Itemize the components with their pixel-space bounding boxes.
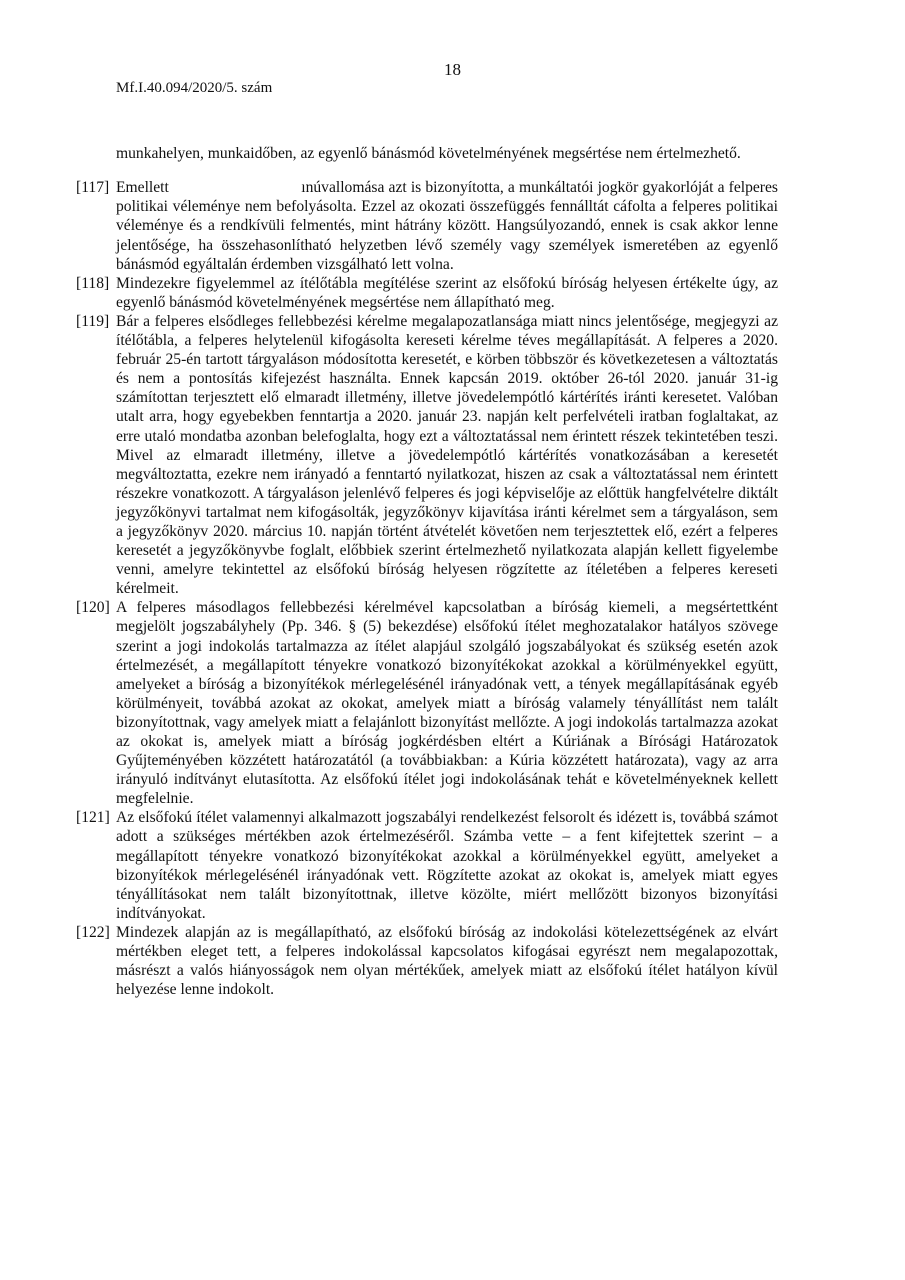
paragraph-text: Az elsőfokú ítélet valamennyi alkalmazott jogszabályi rendelkezést felsorolt és idézett is, továbbá számot adott a szükséges mértékben azok értelmezéséről. Számba vette – a fent kifejtettek szerint – a megállapított tényekre vonatkozó bizonyítékokat azokkal a körülményekkel együtt, amelyeket a bizonyítékok mérlegelésénél irányadónak vett. Rögzítette azokat az okokat is, amelyek miatt egyes tényállításokat nem talált bizonyítottnak, illetve közölte, miért mellőzött bizonyos bizonyítási indítványokat. [116, 809, 778, 922]
paragraph-number: [121] [76, 809, 110, 827]
case-number: Mf.I.40.094/2020/5. szám [116, 80, 273, 96]
paragraph-text: Mindezekre figyelemmel az ítélőtábla megítélése szerint az elsőfokú bíróság helyesen értékelte úgy, az egyenlő bánásmód követelményének megsértése nem állapítható meg. [116, 274, 778, 311]
paragraph-text: A felperes másodlagos fellebbezési kérelmével kapcsolatban a bíróság kiemeli, a megsértettként megjelölt jogszabályhely (Pp. 346. § (5) bekezdése) elsőfokú ítélet meghozatalakor hatályos szövege szerint a jogi indokolás tartalmazza az ítélet alapjául szolgáló jogszabályokat és szükség esetén azok értelmezését, a megállapított tényekre vonatkozó bizonyítékokat azokkal a körülményekkel együtt, amelyeket a bíróság a bizonyítékok mérlegelésénél irányadónak vett, a tények megállapításának egyéb körülményeit, továbbá azokat az okokat, amelyek miatt a bíróság valamely tényállítást nem talált bizonyítottnak, vagy amelyek miatt a felajánlott bizonyítást mellőzte. A jogi indokolás tartalmazza azokat az okokat is, amelyek miatt a bíróság jogkérdésben eltért a Kúriának a Bírósági Határozatok Gyűjteményében közzétett határozatától (a továbbiakban: a Kúria közzétett határozata), vagy az arra irányuló indítványt elutasította. Az elsőfokú ítélet jogi indokolásának tehát e követelményeknek kellett megfelelnie. [116, 599, 778, 808]
paragraph-number: [122] [76, 923, 110, 941]
paragraph-text: Mindezek alapján az is megállapítható, az elsőfokú bíróság az indokolási kötelezettségének az elvárt mértékben eleget tett, a felperes indokolással kapcsolatos kifogásai egyrészt nem megalapozottak, másrészt a valós hiányosságok nem olyan mértékűek, amelyek miatt az elsőfokú ítélet hatályon kívül helyezése lenne indokolt. [116, 923, 778, 999]
paragraph-text: Emellett ınúvallomása azt is bizonyította, a munkáltatói jogkör gyakorlóját a felperes politikai véleménye nem befolyásolta. Ezzel az okozati összefüggés fennálltát cáfolta a felperes politikai véleménye és a rendkívüli felmentés, mint hátrány között. Hangsúlyozandó, ennek is csak akkor lenne jelentősége, ha összehasonlítható helyzetben lévő személy vagy személyek ismeretében az egyenlő bánásmód egyáltalán érdemben vizsgálható lett volna. [116, 179, 782, 273]
paragraph-117 [76, 178, 782, 273]
paragraph-120 [76, 598, 778, 808]
paragraph-number: [119] [76, 312, 110, 330]
paragraph-121 [76, 808, 778, 923]
paragraph-text: Bár a felperes elsődleges fellebbezési kérelme megalapozatlansága miatt nincs jelentősége, megjegyzi az ítélőtábla, a felperes helytelenül kifogásolta kereseti kérelme téves megállapítását. A felperes a 2020. február 25-én tartott tárgyaláson módosította keresetét, e körben többször és következetesen a változtatás és nem a pontosítás kifejezést használta. Ennek kapcsán 2019. október 26-tól 2020. január 31-ig számítottan terjesztett elő elmaradt illetmény, illetve jövedelempótló kártérítés iránti keresetet. Valóban utalt arra, hogy egyebekben fenntartja a 2020. január 23. napján kelt perfelvételi iratban foglaltakat, az erre utaló mondatba azonban belefoglalta, hogy ezt a változtatással nem érintett részek tekintetében teszi. Mivel az elmaradt illetmény, illetve a jövedelempótló kártérítés vonatkozásában a keresetét megváltoztatta, ezekre nem irányadó a fenntartó nyilatkozat, hiszen az csak a változtatással nem érintett részekre vonatkozott. A tárgyaláson jelenlévő felperes és jogi képviselője az előttük hangfelvételre diktált jegyzőkönyvi tartalmat nem kifogásolták, jegyzőkönyv kijavítása iránti kérelmet sem a tárgyaláson, sem a jegyzőkönyv 2020. március 10. napján történt átvételét követően nem terjesztettek elő, ezért a felperes keresetét a jegyzőkönyvbe foglalt, előbbiek szerint értelmezhető nyilatkozata alapján kellett figyelembe venni, amelyre tekintettel az elsőfokú bíróság helyesen rögzítette az ítéletében a felperes kereseti kérelmeit. [116, 312, 778, 598]
paragraph-122 [76, 923, 778, 999]
paragraph-119 [76, 312, 778, 598]
paragraph-number: [118] [76, 274, 110, 292]
paragraph-number: [117] [76, 179, 110, 197]
document-body [76, 128, 782, 999]
page-number: 18 [444, 60, 461, 79]
intro-paragraph: munkahelyen, munkaidőben, az egyenlő bánásmód követelményének megsértése nem értelmezhető. [116, 144, 741, 162]
paragraph-number: [120] [76, 599, 110, 617]
paragraph-118 [76, 274, 778, 312]
